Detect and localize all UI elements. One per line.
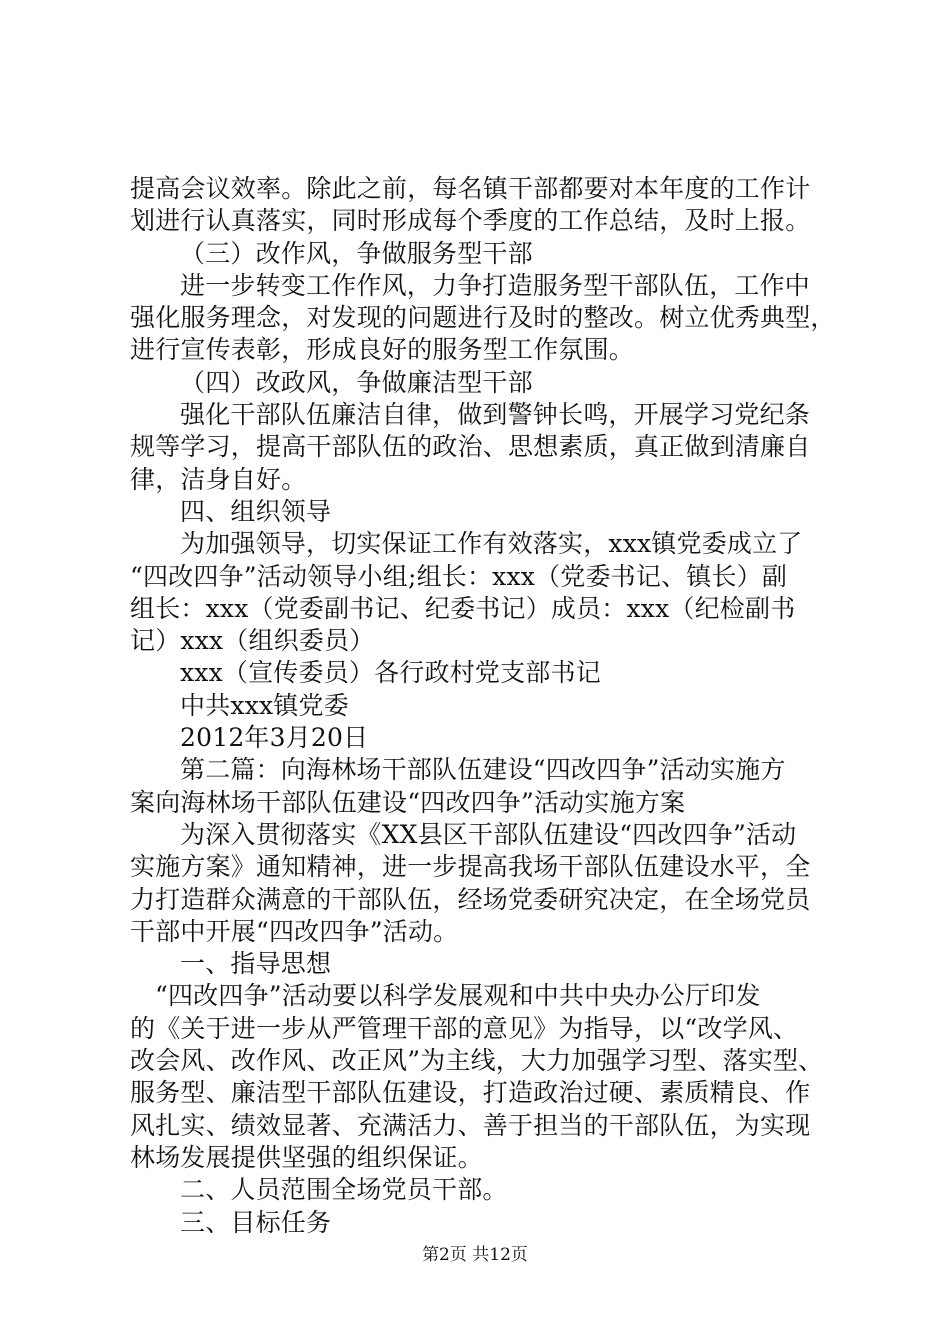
- text-line: 强化服务理念，对发现的问题进行及时的整改。树立优秀典型，: [130, 303, 836, 333]
- section-heading: 四、组织领导: [180, 496, 332, 526]
- text-line: 强化干部队伍廉洁自律，做到警钟长鸣，开展学习党纪条: [180, 400, 811, 430]
- text-line: 进一步转变工作作风，力争打造服务型干部队伍，工作中: [180, 270, 811, 300]
- signature-org: 中共xxx镇党委: [180, 690, 349, 720]
- text-line: “四改四争”活动要以科学发展观和中共中央办公厅印发: [155, 981, 761, 1011]
- text-line: 的《关于进一步从严管理干部的意见》为指导，以“改学风、: [130, 1013, 799, 1043]
- text-line: 实施方案》通知精神，进一步提高我场干部队伍建设水平，全: [130, 852, 811, 882]
- section-heading: （三）改作风，争做服务型干部: [180, 238, 533, 268]
- text-line: 组长：xxx（党委副书记、纪委书记）成员：xxx（纪检副书: [130, 593, 796, 623]
- text-line: 进行宣传表彰，形成良好的服务型工作氛围。: [130, 335, 635, 365]
- text-line: 为深入贯彻落实《XX县区干部队伍建设“四改四争”活动: [180, 819, 797, 849]
- document-body: [130, 173, 850, 1239]
- text-line: 力打造群众满意的干部队伍，经场党委研究决定，在全场党员: [130, 884, 811, 914]
- section-heading: （四）改政风，争做廉洁型干部: [180, 367, 533, 397]
- text-line: 改会风、改作风、改正风”为主线，大力加强学习型、落实型、: [130, 1046, 824, 1076]
- text-line: xxx（宣传委员）各行政村党支部书记: [180, 658, 601, 688]
- text-line: 记）xxx（组织委员）: [130, 626, 375, 656]
- chapter-title: 案向海林场干部队伍建设“四改四争”活动实施方案: [130, 787, 686, 817]
- section-heading: 二、人员范围全场党员干部。: [180, 1175, 508, 1205]
- text-line: 划进行认真落实，同时形成每个季度的工作总结，及时上报。: [130, 206, 811, 236]
- text-line: 风扎实、绩效显著、充满活力、善于担当的干部队伍，为实现: [130, 1110, 811, 1140]
- text-line: 提高会议效率。除此之前，每名镇干部都要对本年度的工作计: [130, 174, 811, 203]
- section-heading: 一、指导思想: [180, 949, 332, 979]
- text-line: “四改四争”活动领导小组;组长：xxx（党委书记、镇长）副: [130, 561, 788, 591]
- text-line: 规等学习，提高干部队伍的政治、思想素质，真正做到清廉自: [130, 432, 811, 462]
- text-line: 律，洁身自好。: [130, 464, 307, 494]
- text-line: 服务型、廉洁型干部队伍建设，打造政治过硬、素质精良、作: [130, 1078, 811, 1108]
- text-line: 为加强领导，切实保证工作有效落实，xxx镇党委成立了: [180, 529, 803, 559]
- section-heading: 三、目标任务: [180, 1207, 332, 1237]
- text-line: 干部中开展“四改四争”活动。: [130, 916, 459, 946]
- signature-date: 2012年3月20日: [180, 723, 369, 753]
- text-line: 林场发展提供坚强的组织保证。: [130, 1142, 483, 1172]
- page-number-footer: 第2页 共12页: [422, 1245, 528, 1265]
- chapter-title: 第二篇：向海林场干部队伍建设“四改四争”活动实施方: [180, 755, 786, 785]
